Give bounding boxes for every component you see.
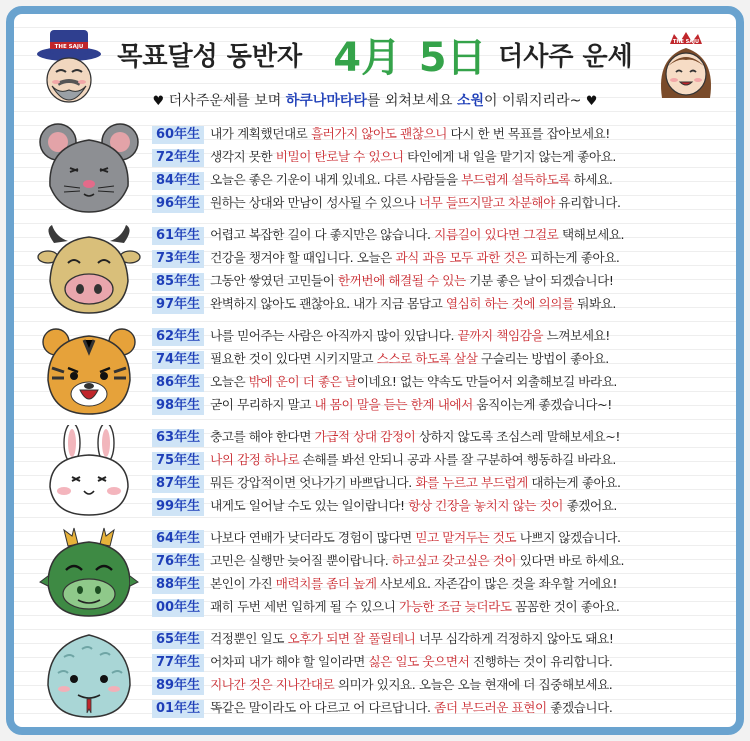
fortune-row: [152, 347, 732, 370]
fortune-highlight: 싫은 일도 웃으면서: [368, 654, 470, 669]
fortune-highlight: 지나간 것은 지나간대로: [210, 677, 335, 692]
fortune-text: 기분 좋은 날이 되겠습니다!: [465, 273, 614, 288]
fortune-rows: [152, 526, 732, 618]
fortune-text: 어차피 내가 해야 할 일이라면: [210, 654, 369, 669]
fortune-row: [152, 696, 732, 719]
fortune-highlight: 끝까지 책임감을: [457, 328, 544, 343]
fortune-highlight: 밖에 운이 더 좋은 날: [248, 374, 357, 389]
date-month: 4月: [333, 35, 402, 81]
fortune-highlight: 믿고 맡겨두는 것도: [415, 530, 517, 545]
fortune-text: 원하는 상대와 만남이 성사될 수 있으나: [210, 195, 419, 210]
fortune-rows: [152, 425, 732, 517]
fortune-text: 필요한 것이 있다면 시키지말고: [210, 351, 377, 366]
birth-year-badge: 97年生: [152, 296, 204, 314]
fortune-row: [152, 145, 732, 168]
fortune-text: 움직이는게 좋겠습니다~!: [472, 397, 612, 412]
fortune-rows: [152, 627, 732, 719]
fortune-text: 똑같은 말이라도 아 다르고 어 다르답니다.: [210, 700, 435, 715]
birth-year-badge: 88年生: [152, 576, 204, 594]
fortune-highlight: 하고싶고 갖고싶은 것이: [391, 553, 517, 568]
ox-face-icon: [34, 223, 144, 315]
birth-year-badge: 87年生: [152, 475, 204, 493]
birth-year-badge: 77年生: [152, 654, 204, 672]
fortune-text: 택해보세요.: [558, 227, 625, 242]
fortune-text: 나쁘지 않겠습니다.: [516, 530, 621, 545]
birth-year-badge: 60年生: [152, 126, 204, 144]
birth-year-badge: 99年生: [152, 498, 204, 516]
fortune-highlight: 내 몸이 말을 듣는 한계 내에서: [314, 397, 473, 412]
subtitle-part1: 더사주운세를 보며: [168, 93, 286, 109]
fortune-highlight: 흘러가지 않아도 괜찮으니: [310, 126, 447, 141]
fortune-text: 뭐든 강압적이면 엇나가기 바쁘답니다.: [210, 475, 416, 490]
fortune-highlight: 화를 누르고 부드럽게: [415, 475, 528, 490]
fortune-text: 피하는게 좋아요.: [526, 250, 620, 265]
fortune-text: 괘히 두번 세번 일하게 될 수 있으니: [210, 599, 399, 614]
fortune-highlight: 좀더 부드러운 표현이: [434, 700, 547, 715]
birth-year-badge: 76年生: [152, 553, 204, 571]
fortune-rows: [152, 324, 732, 416]
fortune-text: 다시 한 번 목표를 잡아보세요!: [446, 126, 610, 141]
birth-year-badge: 75年生: [152, 452, 204, 470]
subtitle-highlight-hakuna: 하쿠나마타타: [285, 93, 367, 109]
fortune-text: 고민은 실행만 늦어질 뿐이랍니다.: [210, 553, 392, 568]
fortune-text: 어렵고 복잡한 길이 다 좋지만은 않습니다.: [210, 227, 435, 242]
tiger-face-icon: [34, 324, 144, 416]
fortune-row: [152, 122, 732, 145]
fortune-row: [152, 223, 732, 246]
birth-year-badge: 65年生: [152, 631, 204, 649]
fortune-text: 건강을 챙겨야 할 때입니다. 오늘은: [210, 250, 396, 265]
fortune-text: 둬봐요.: [573, 296, 616, 311]
fortune-text: 사보세요. 자존감이 많은 것을 좌우할 거에요!: [376, 576, 617, 591]
fortune-row: [152, 246, 732, 269]
subtitle: [104, 90, 646, 110]
fortune-text: 오늘은 좋은 기운이 내게 있네요. 다른 사람들을: [210, 172, 462, 187]
subtitle-highlight-wish: 소원: [456, 93, 485, 109]
fortune-highlight: 스스로 하도록 살살: [376, 351, 478, 366]
birth-year-badge: 86年生: [152, 374, 204, 392]
fortune-text: 느껴보세요!: [543, 328, 610, 343]
birth-year-badge: 84年生: [152, 172, 204, 190]
zodiac-section-ox: [14, 219, 736, 319]
fortune-row: [152, 650, 732, 673]
fortune-text: 너무 심각하게 걱정하지 않아도 돼요!: [415, 631, 614, 646]
fortune-row: [152, 370, 732, 393]
fortune-text: 좋겠습니다.: [546, 700, 613, 715]
birth-year-badge: 98年生: [152, 397, 204, 415]
fortune-text: 생각지 못한: [210, 149, 276, 164]
fortune-row: [152, 526, 732, 549]
fortune-text: 의미가 있지요. 오늘은 오늘 현재에 더 집중해보세요.: [334, 677, 613, 692]
hat-logo-text: THE SAJU: [54, 44, 84, 50]
fortune-text: 나보다 연배가 낮더라도 경험이 많다면: [210, 530, 416, 545]
fortune-row: [152, 269, 732, 292]
snake-face-icon: [34, 627, 144, 719]
fortune-highlight: 나의 감정 하나로: [210, 452, 300, 467]
fortune-text: 하세요.: [570, 172, 613, 187]
date-day: 5日: [418, 35, 487, 81]
rat-face-icon: [34, 122, 144, 214]
fortune-text: 좋겠어요.: [563, 498, 617, 513]
title-right: 더사주 운세: [498, 42, 633, 72]
fortune-text: 상하지 않도록 조심스레 말해보세요~!: [415, 429, 620, 444]
fortune-row: [152, 168, 732, 191]
subtitle-part2: 를 외쳐보세요: [366, 93, 457, 109]
fortune-row: [152, 549, 732, 572]
fortune-text: 완벽하지 않아도 괜찮아요. 내가 지금 몸담고: [210, 296, 446, 311]
fortune-row: [152, 324, 732, 347]
birth-year-badge: 63年生: [152, 429, 204, 447]
fortune-row: [152, 627, 732, 650]
heart-icon: ♥: [152, 94, 165, 109]
fortune-card: [6, 6, 744, 735]
fortune-row: [152, 292, 732, 315]
fortune-row: [152, 425, 732, 448]
fortune-row: [152, 191, 732, 214]
fortune-highlight: 가능한 조금 늦더라도: [398, 599, 512, 614]
zodiac-section-dragon: [14, 522, 736, 622]
birth-year-badge: 73年生: [152, 250, 204, 268]
fortune-highlight: 매력치를 좀더 높게: [275, 576, 377, 591]
zodiac-section-rabbit: [14, 421, 736, 521]
birth-year-badge: 89年生: [152, 677, 204, 695]
fortune-rows: [152, 122, 732, 214]
fortune-text: 내가 계획했던대로: [210, 126, 311, 141]
fortune-highlight: 과식 과음 모두 과한 것은: [395, 250, 527, 265]
fortune-text: 내게도 일어날 수도 있는 일이랍니다!: [210, 498, 409, 513]
fortune-text: 충고를 해야 한다면: [210, 429, 315, 444]
fortune-highlight: 너무 들뜨지말고 차분해야: [418, 195, 555, 210]
fortune-text: 그동안 쌓였던 고민들이: [210, 273, 338, 288]
woman-avatar-icon: [654, 28, 718, 112]
birth-year-badge: 74年生: [152, 351, 204, 369]
fortune-text: 타인에게 내 일을 맡기지 않는게 좋아요.: [403, 149, 616, 164]
birth-year-badge: 62年生: [152, 328, 204, 346]
fortune-text: 구슬리는 방법이 좋아요.: [477, 351, 609, 366]
subtitle-part3: 이 이뤄지리라~: [484, 93, 582, 109]
fortune-row: [152, 572, 732, 595]
birth-year-badge: 64年生: [152, 530, 204, 548]
fortune-row: [152, 494, 732, 517]
header: [14, 14, 736, 124]
birth-year-badge: 85年生: [152, 273, 204, 291]
birth-year-badge: 61年生: [152, 227, 204, 245]
fortune-row: [152, 673, 732, 696]
fortune-row: [152, 471, 732, 494]
birth-year-badge: 72年生: [152, 149, 204, 167]
crown-logo-text: THE SAJU: [672, 39, 700, 45]
fortune-highlight: 열심히 하는 것에 의의를: [445, 296, 574, 311]
fortune-row: [152, 393, 732, 416]
fortune-text: 대하는게 좋아요.: [527, 475, 621, 490]
fortune-text: 손해를 봐선 안되니 공과 사를 잘 구분하여 행동하길 바라요.: [299, 452, 616, 467]
fortune-text: 본인이 가진: [210, 576, 276, 591]
fortune-row: [152, 595, 732, 618]
fortune-highlight: 비밀이 탄로날 수 있으니: [275, 149, 404, 164]
fortune-text: 오늘은: [210, 374, 249, 389]
zodiac-section-snake: [14, 623, 736, 723]
fortune-text: 진행하는 것이 유리합니다.: [469, 654, 613, 669]
birth-year-badge: 01年生: [152, 700, 204, 718]
fortune-text: 굳이 무리하지 말고: [210, 397, 315, 412]
fortune-text: 나를 믿어주는 사람은 아직까지 많이 있답니다.: [210, 328, 458, 343]
fortune-rows: [152, 223, 732, 315]
fortune-highlight: 한꺼번에 해결될 수 있는: [337, 273, 466, 288]
fortune-text: 유리합니다.: [554, 195, 621, 210]
fortune-highlight: 항상 긴장을 놓치지 않는 것이: [408, 498, 564, 513]
zodiac-section-rat: [14, 118, 736, 218]
fortune-highlight: 지름길이 있다면 그걸로: [434, 227, 559, 242]
fortune-highlight: 오후가 되면 잘 풀릴테니: [287, 631, 416, 646]
fortune-text: 꼼꼼한 것이 좋아요.: [511, 599, 620, 614]
zodiac-section-tiger: [14, 320, 736, 420]
title-left: 목표달성 동반자: [117, 42, 303, 72]
fortune-text: 걱정뿐인 일도: [210, 631, 288, 646]
birth-year-badge: 96年生: [152, 195, 204, 213]
rabbit-face-icon: [34, 425, 144, 517]
fortune-text: 있다면 바로 하세요.: [516, 553, 625, 568]
dragon-face-icon: [34, 526, 144, 618]
fortune-row: [152, 448, 732, 471]
fortune-highlight: 가급적 상대 감정이: [314, 429, 416, 444]
title: [14, 26, 736, 83]
heart-icon: ♥: [585, 94, 598, 109]
fortune-text: 이네요! 없는 약속도 만들어서 외출해보길 바라요.: [356, 374, 617, 389]
birth-year-badge: 00年生: [152, 599, 204, 617]
fortune-highlight: 부드럽게 설득하도록: [461, 172, 571, 187]
